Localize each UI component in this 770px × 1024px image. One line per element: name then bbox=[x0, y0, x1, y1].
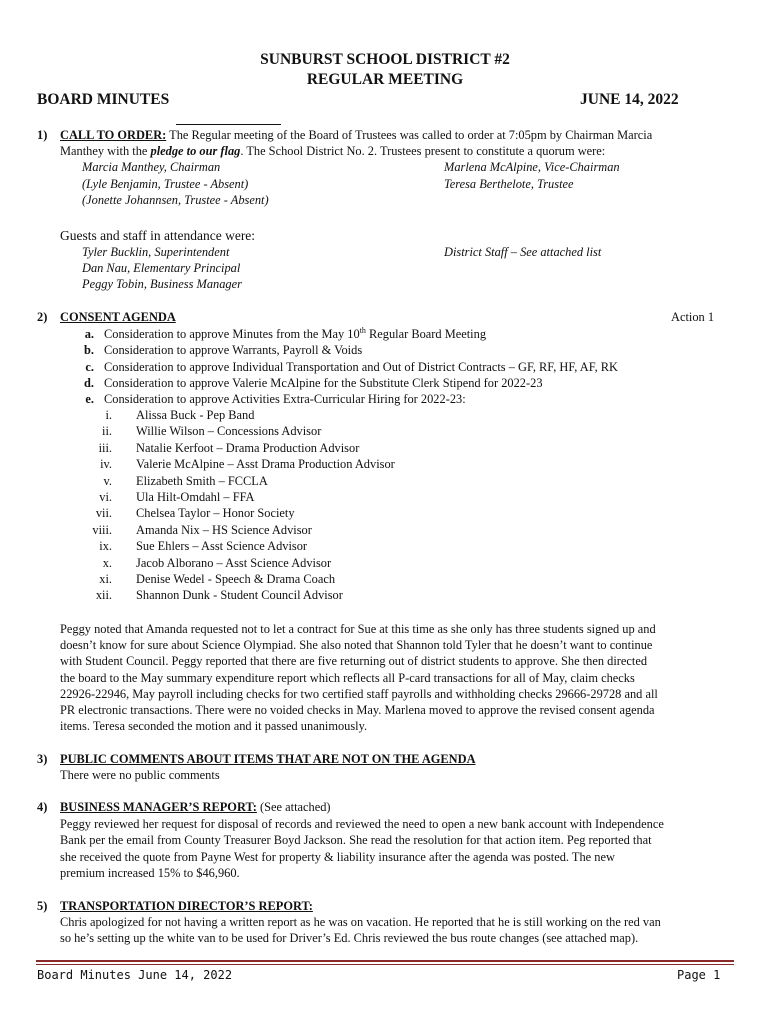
consent-item-text: Consideration to approve Activities Extra-Curricular Hiring for 2022-23: bbox=[104, 392, 466, 407]
paragraph-line: items. Teresa seconded the motion and it passed unanimously. bbox=[60, 719, 368, 734]
district-staff-note: District Staff – See attached list bbox=[444, 245, 602, 259]
hire-item: Chelsea Taylor – Honor Society bbox=[136, 506, 295, 521]
hire-numeral: x. bbox=[102, 555, 112, 570]
hire-numeral: vii. bbox=[95, 506, 112, 521]
paragraph-line: doesn’t know for sure about Science Olympiad. She also noted that Shannon told Tyler that he doesn’t want to continue bbox=[60, 638, 653, 653]
section-number: 1) bbox=[37, 128, 48, 142]
business-manager-heading bbox=[60, 800, 331, 815]
trustee-name: (Lyle Benjamin, Trustee - Absent) bbox=[82, 177, 249, 191]
trustee-name: (Jonette Johannsen, Trustee - Absent) bbox=[82, 193, 269, 207]
paragraph-line: premium increased 15% to $46,960. bbox=[60, 865, 240, 880]
section-title-public-comments: PUBLIC COMMENTS ABOUT ITEMS THAT ARE NOT ON THE AGENDA bbox=[60, 752, 476, 766]
section-title-transportation: TRANSPORTATION DIRECTOR’S REPORT: bbox=[60, 899, 313, 913]
consent-item-text: Consideration to approve Valerie McAlpine for the Substitute Clerk Stipend for 2022-23 bbox=[104, 375, 543, 390]
action-label: Action 1 bbox=[671, 310, 715, 324]
hire-numeral: v. bbox=[103, 473, 112, 488]
meeting-title: REGULAR MEETING bbox=[306, 71, 464, 88]
footer-rule bbox=[36, 964, 734, 965]
hire-numeral: viii. bbox=[92, 522, 112, 537]
section-title-consent-agenda: CONSENT AGENDA bbox=[60, 310, 176, 324]
guest-name: Tyler Bucklin, Superintendent bbox=[82, 245, 230, 259]
call-to-order-line1 bbox=[60, 128, 652, 143]
hire-item: Sue Ehlers – Asst Science Advisor bbox=[136, 539, 308, 554]
hire-item: Jacob Alborano – Asst Science Advisor bbox=[136, 555, 332, 570]
hire-numeral: xi. bbox=[99, 572, 112, 586]
consent-item bbox=[104, 392, 466, 407]
hire-numeral: iv. bbox=[100, 457, 112, 472]
call-to-order-text: . The School District No. 2. Trustees present to constitute a quorum were: bbox=[240, 144, 606, 158]
consent-item-text: Consideration to approve Warrants, Payroll & Voids bbox=[104, 343, 363, 358]
item-letter: a. bbox=[84, 327, 94, 341]
hire-numeral: iii. bbox=[98, 440, 112, 455]
consent-item bbox=[104, 327, 486, 342]
paragraph-line: so he’s setting up the white van to be used for Driver’s Ed. Chris reviewed the bus route changes (see attached map). bbox=[60, 931, 639, 946]
hire-item: Ula Hilt-Omdahl – FFA bbox=[136, 490, 255, 504]
hire-numeral: ix. bbox=[99, 539, 112, 554]
consent-item bbox=[104, 343, 362, 358]
consent-item bbox=[104, 360, 618, 375]
trustee-name: Marcia Manthey, Chairman bbox=[82, 160, 221, 174]
guests-heading: Guests and staff in attendance were: bbox=[60, 228, 256, 243]
public-comments-text: There were no public comments bbox=[60, 768, 220, 782]
hire-numeral: ii. bbox=[102, 424, 112, 439]
district-title: SUNBURST SCHOOL DISTRICT #2 bbox=[260, 51, 510, 68]
hire-item: Denise Wedel - Speech & Drama Coach bbox=[136, 572, 336, 586]
see-attached-note: (See attached) bbox=[256, 800, 331, 814]
paragraph-line: with Student Council. Peggy reported that there are five returning out of district students to approve. She then directed bbox=[60, 654, 648, 669]
section-title-business-manager: BUSINESS MANAGER’S REPORT: bbox=[60, 800, 257, 814]
header-rule bbox=[176, 124, 281, 125]
paragraph-line: Peggy noted that Amanda requested not to let a contract for Sue at this time as she only has three students signed up and bbox=[60, 622, 656, 636]
section-number: 5) bbox=[37, 899, 48, 913]
hire-item: Elizabeth Smith – FCCLA bbox=[136, 473, 268, 488]
meeting-date: JUNE 14, 2022 bbox=[580, 91, 679, 108]
item-letter: e. bbox=[85, 392, 94, 407]
section-number: 4) bbox=[37, 800, 48, 814]
doc-type-heading: BOARD MINUTES bbox=[37, 91, 170, 108]
call-to-order-text: The Regular meeting of the Board of Trustees was called to order at 7:05pm by Chairman Marcia bbox=[166, 128, 653, 142]
consent-item-text: Consideration to approve Minutes from the May 10 bbox=[104, 327, 360, 341]
item-letter: d. bbox=[84, 375, 94, 390]
page-number: Page 1 bbox=[677, 968, 721, 982]
hire-item: Willie Wilson – Concessions Advisor bbox=[136, 424, 322, 439]
section-title-call-to-order: CALL TO ORDER: bbox=[60, 128, 167, 142]
hire-numeral: i. bbox=[105, 408, 112, 422]
item-letter: b. bbox=[84, 343, 94, 358]
hire-item: Amanda Nix – HS Science Advisor bbox=[136, 522, 312, 537]
paragraph-line: Bank per the email from County Treasurer Boyd Jackson. She read the resolution for that action item. Peg reported that bbox=[60, 833, 652, 848]
trustee-name: Teresa Berthelote, Trustee bbox=[444, 177, 574, 191]
hire-item: Alissa Buck - Pep Band bbox=[136, 408, 255, 422]
hire-item: Natalie Kerfoot – Drama Production Advisor bbox=[136, 440, 360, 455]
guest-name: Dan Nau, Elementary Principal bbox=[82, 261, 241, 275]
paragraph-line: the board to the May summary expenditure report which reflects all P-card transactions for all of May, claim checks bbox=[60, 670, 635, 685]
guest-name: Peggy Tobin, Business Manager bbox=[82, 277, 242, 291]
paragraph-line: 22926-22946, May payroll including checks for two certified staff payrolls and withholding checks 29666-29728 and all bbox=[60, 686, 658, 701]
call-to-order-line2 bbox=[60, 144, 605, 159]
pledge-text: pledge to our flag bbox=[150, 144, 241, 158]
consent-item-text: Regular Board Meeting bbox=[365, 327, 487, 341]
paragraph-line: PR electronic transactions. There were no voided checks in May. Marlena moved to approve the revised consent agenda bbox=[60, 703, 655, 717]
hire-numeral: vi. bbox=[99, 490, 112, 504]
consent-item-sup: th bbox=[359, 325, 366, 335]
trustee-name: Marlena McAlpine, Vice-Chairman bbox=[444, 160, 620, 174]
call-to-order-text: Manthey with the bbox=[60, 144, 151, 158]
footer-title: Board Minutes June 14, 2022 bbox=[37, 968, 233, 982]
section-number: 3) bbox=[37, 752, 48, 766]
hire-item: Shannon Dunk - Student Council Advisor bbox=[136, 588, 343, 603]
paragraph-line: Chris apologized for not having a written report as he was on vacation. He reported that he is still working on the red van bbox=[60, 915, 661, 929]
section-number: 2) bbox=[37, 310, 48, 324]
consent-item bbox=[104, 376, 543, 391]
paragraph-line: she received the quote from Payne West for property & liability insurance after the agenda was posted. The new bbox=[60, 849, 615, 864]
hire-item: Valerie McAlpine – Asst Drama Production Advisor bbox=[136, 457, 395, 472]
hire-numeral: xii. bbox=[95, 588, 112, 603]
footer-rule bbox=[36, 960, 734, 962]
paragraph-line: Peggy reviewed her request for disposal of records and reviewed the need to open a new bank account with Independence bbox=[60, 817, 664, 831]
consent-item-text: Consideration to approve Individual Transportation and Out of District Contracts – GF, RF, HF, AF, RK bbox=[104, 359, 619, 374]
item-letter: c. bbox=[85, 359, 94, 374]
